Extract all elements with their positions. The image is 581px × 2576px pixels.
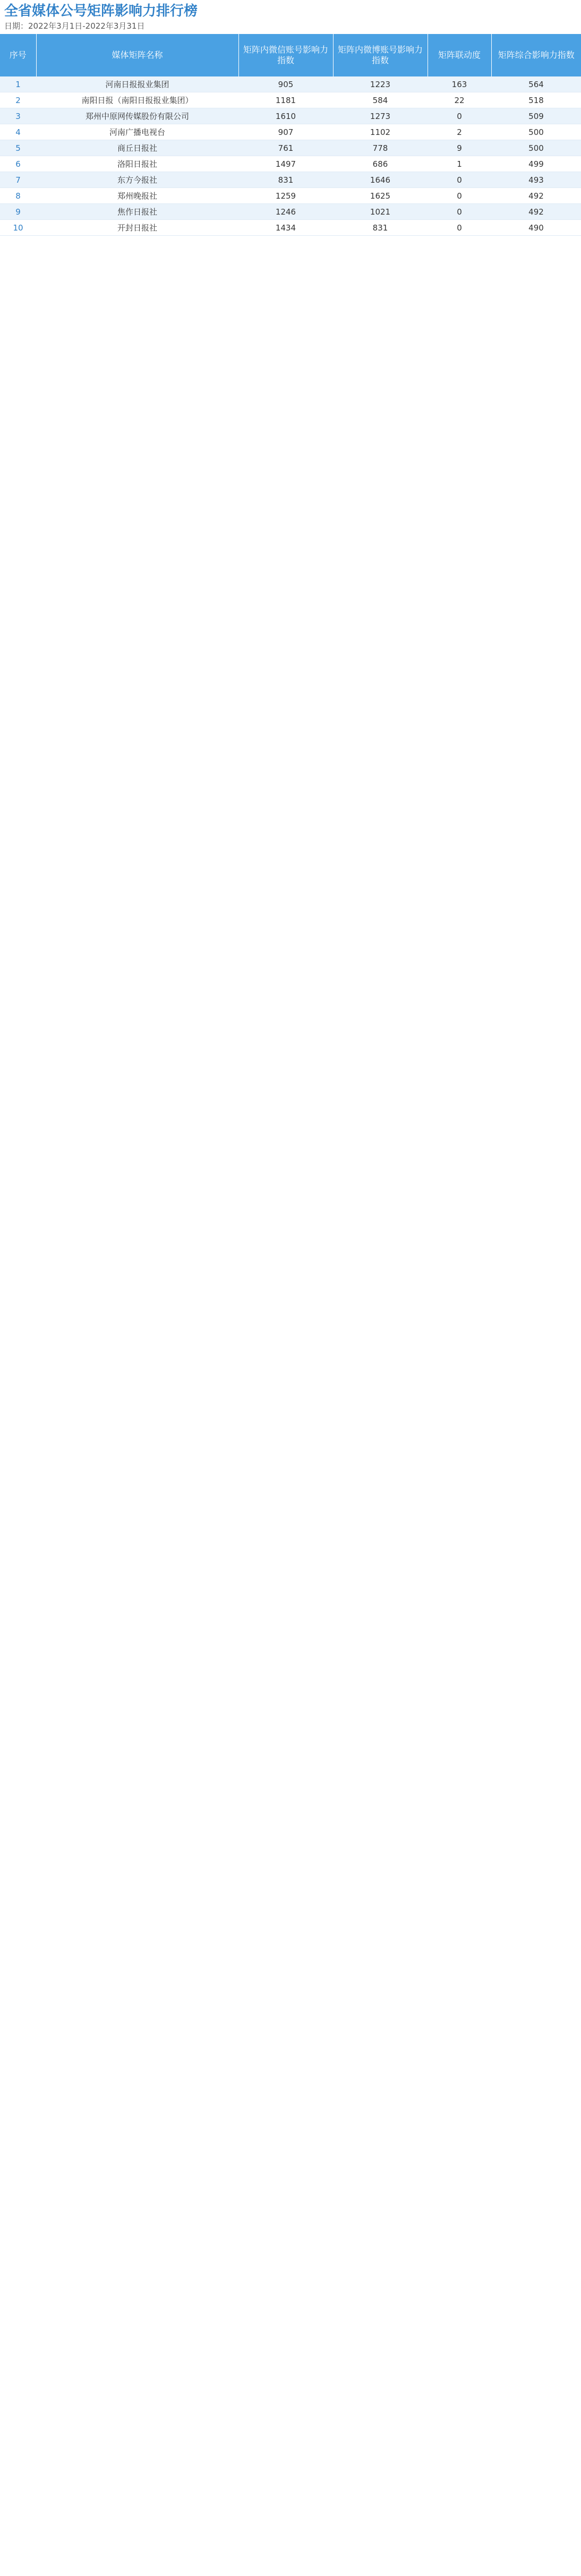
table-row bbox=[0, 172, 581, 188]
name-cell: 焦作日报社 bbox=[36, 204, 238, 220]
name-cell: 河南日报报业集团 bbox=[36, 76, 238, 92]
name-cell: 南阳日报（南阳日报报业集团） bbox=[36, 92, 238, 108]
weibo-index-cell: 1223 bbox=[333, 76, 428, 92]
name-cell: 开封日报社 bbox=[36, 220, 238, 236]
linkage-cell: 0 bbox=[428, 108, 491, 124]
rank-cell: 2 bbox=[0, 92, 36, 108]
wechat-index-cell: 1497 bbox=[238, 156, 333, 172]
wechat-index-cell: 1434 bbox=[238, 220, 333, 236]
overall-index-cell: 492 bbox=[491, 188, 581, 204]
overall-index-cell: 564 bbox=[491, 76, 581, 92]
table-body bbox=[0, 76, 581, 236]
name-cell: 洛阳日报社 bbox=[36, 156, 238, 172]
table-row bbox=[0, 124, 581, 140]
rank-cell: 6 bbox=[0, 156, 36, 172]
weibo-index-cell: 1625 bbox=[333, 188, 428, 204]
rank-cell: 10 bbox=[0, 220, 36, 236]
overall-index-cell: 509 bbox=[491, 108, 581, 124]
col-weibo-index: 矩阵内微博账号影响力指数 bbox=[333, 34, 428, 76]
linkage-cell: 1 bbox=[428, 156, 491, 172]
wechat-index-cell: 761 bbox=[238, 140, 333, 156]
weibo-index-cell: 1273 bbox=[333, 108, 428, 124]
col-overall-index: 矩阵综合影响力指数 bbox=[491, 34, 581, 76]
name-cell: 东方今报社 bbox=[36, 172, 238, 188]
table-row bbox=[0, 140, 581, 156]
col-linkage: 矩阵联动度 bbox=[428, 34, 491, 76]
overall-index-cell: 490 bbox=[491, 220, 581, 236]
ranking-table bbox=[0, 34, 581, 236]
linkage-cell: 0 bbox=[428, 188, 491, 204]
col-name: 媒体矩阵名称 bbox=[36, 34, 238, 76]
wechat-index-cell: 905 bbox=[238, 76, 333, 92]
wechat-index-cell: 831 bbox=[238, 172, 333, 188]
wechat-index-cell: 907 bbox=[238, 124, 333, 140]
weibo-index-cell: 1021 bbox=[333, 204, 428, 220]
col-wechat-index: 矩阵内微信账号影响力指数 bbox=[238, 34, 333, 76]
page-title: 全省媒体公号矩阵影响力排行榜 bbox=[4, 3, 198, 19]
table-row bbox=[0, 92, 581, 108]
linkage-cell: 163 bbox=[428, 76, 491, 92]
linkage-cell: 22 bbox=[428, 92, 491, 108]
wechat-index-cell: 1259 bbox=[238, 188, 333, 204]
overall-index-cell: 492 bbox=[491, 204, 581, 220]
wechat-index-cell: 1610 bbox=[238, 108, 333, 124]
name-cell: 商丘日报社 bbox=[36, 140, 238, 156]
name-cell: 河南广播电视台 bbox=[36, 124, 238, 140]
overall-index-cell: 500 bbox=[491, 140, 581, 156]
table-row bbox=[0, 188, 581, 204]
linkage-cell: 0 bbox=[428, 220, 491, 236]
name-cell: 郑州晚报社 bbox=[36, 188, 238, 204]
wechat-index-cell: 1246 bbox=[238, 204, 333, 220]
weibo-index-cell: 686 bbox=[333, 156, 428, 172]
name-cell: 郑州中原网传媒股份有限公司 bbox=[36, 108, 238, 124]
wechat-index-cell: 1181 bbox=[238, 92, 333, 108]
rank-cell: 4 bbox=[0, 124, 36, 140]
col-rank: 序号 bbox=[0, 34, 36, 76]
table-row bbox=[0, 76, 581, 92]
overall-index-cell: 493 bbox=[491, 172, 581, 188]
rank-cell: 7 bbox=[0, 172, 36, 188]
weibo-index-cell: 831 bbox=[333, 220, 428, 236]
linkage-cell: 0 bbox=[428, 204, 491, 220]
linkage-cell: 0 bbox=[428, 172, 491, 188]
date-range: 日期：2022年3月1日-2022年3月31日 bbox=[4, 21, 145, 31]
overall-index-cell: 499 bbox=[491, 156, 581, 172]
linkage-cell: 9 bbox=[428, 140, 491, 156]
rank-cell: 8 bbox=[0, 188, 36, 204]
overall-index-cell: 518 bbox=[491, 92, 581, 108]
table-header bbox=[0, 34, 581, 76]
linkage-cell: 2 bbox=[428, 124, 491, 140]
weibo-index-cell: 584 bbox=[333, 92, 428, 108]
weibo-index-cell: 1102 bbox=[333, 124, 428, 140]
rank-cell: 3 bbox=[0, 108, 36, 124]
table-row bbox=[0, 156, 581, 172]
rank-cell: 1 bbox=[0, 76, 36, 92]
table-row bbox=[0, 220, 581, 236]
rank-cell: 9 bbox=[0, 204, 36, 220]
weibo-index-cell: 1646 bbox=[333, 172, 428, 188]
table-row bbox=[0, 108, 581, 124]
rank-cell: 5 bbox=[0, 140, 36, 156]
weibo-index-cell: 778 bbox=[333, 140, 428, 156]
overall-index-cell: 500 bbox=[491, 124, 581, 140]
table-row bbox=[0, 204, 581, 220]
